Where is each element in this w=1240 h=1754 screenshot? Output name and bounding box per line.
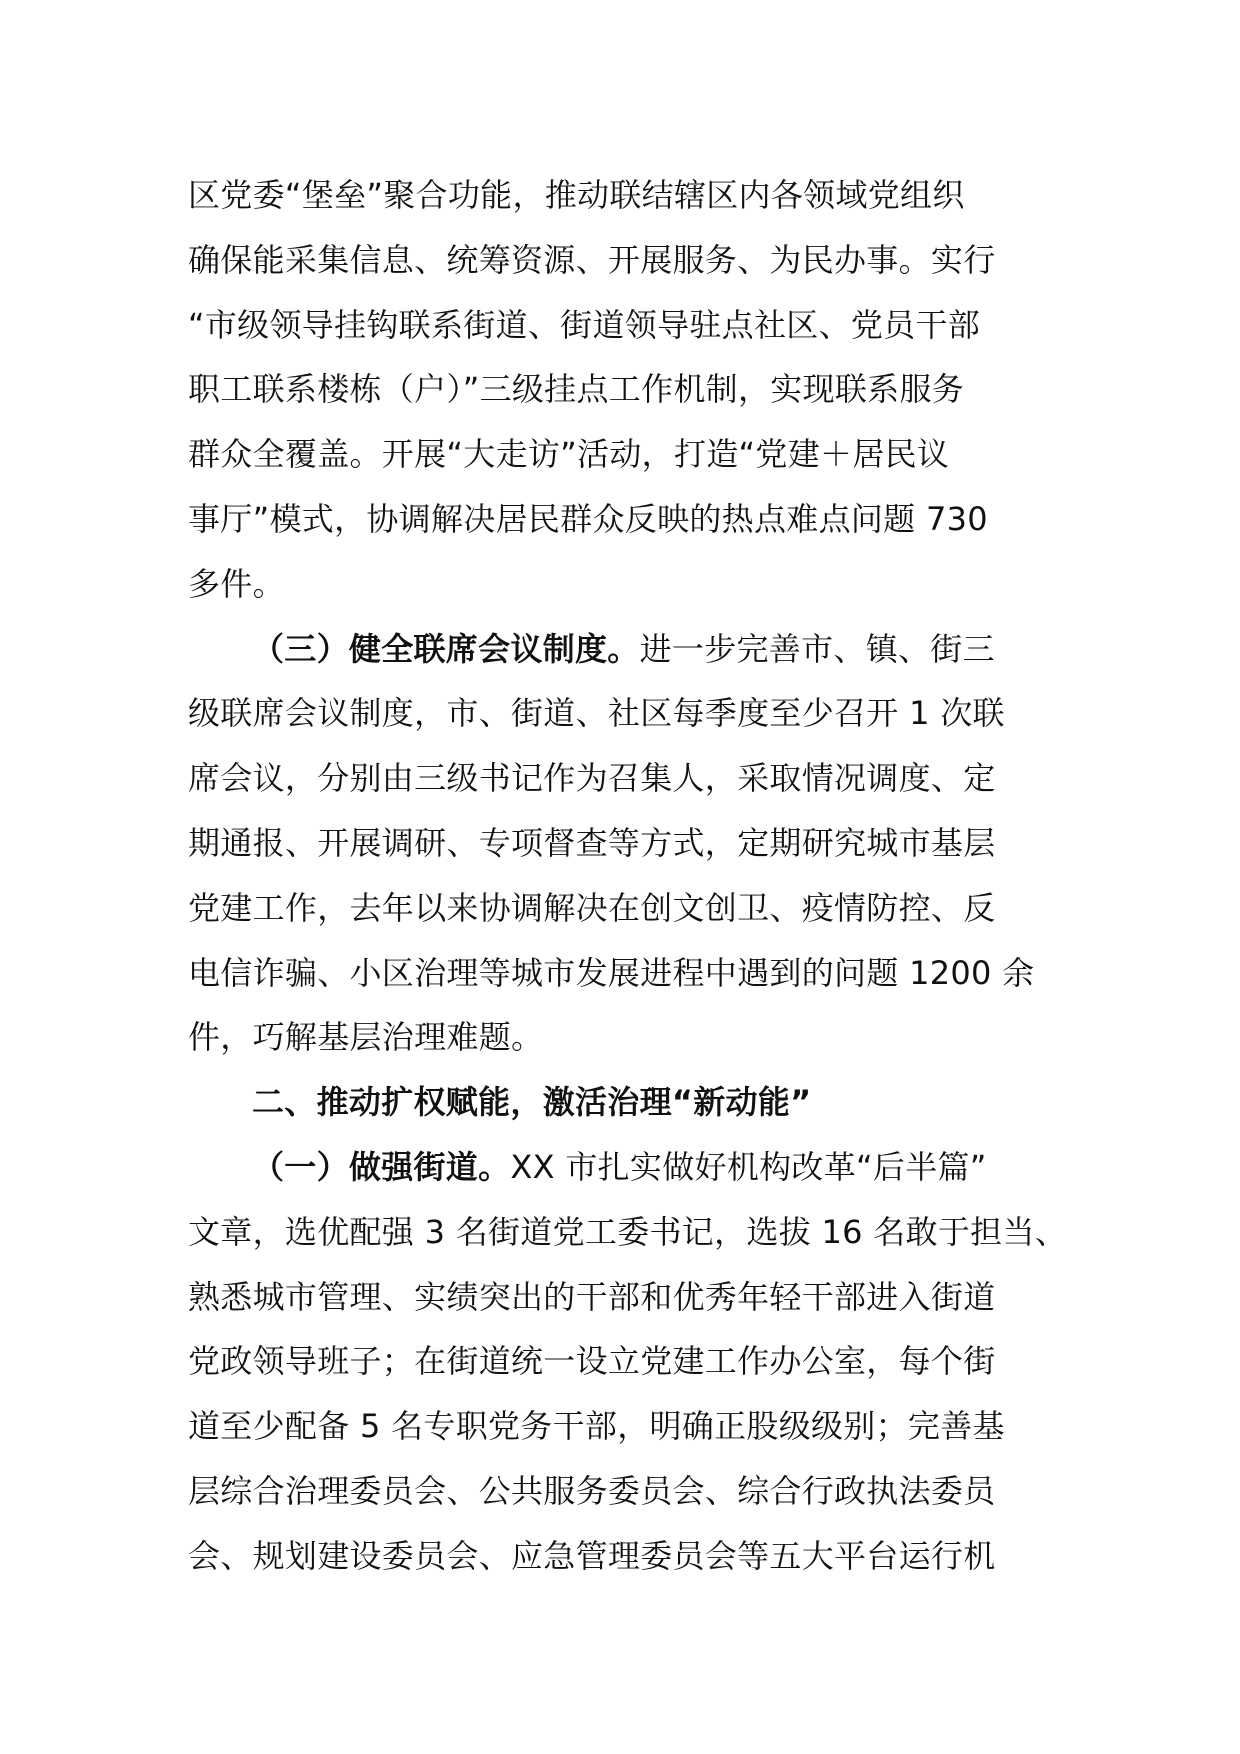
section-2-1-line: 道至少配备 5 名专职党务干部，明确正股级级别；完善基 xyxy=(188,1407,1005,1446)
section-3-line: 级联席会议制度，市、街道、社区每季度至少召开 1 次联 xyxy=(188,694,1005,733)
section-3-line: 席会议，分别由三级书记作为召集人，采取情况调度、定 xyxy=(188,759,996,798)
section-3-line: 电信诈骗、小区治理等城市发展进程中遇到的问题 1200 余 xyxy=(188,953,1035,992)
body-line: “市级领导挂钩联系街道、街道领导驻点社区、党员干部 xyxy=(188,305,981,344)
section-2-1-first-rest: XX 市扎实做好机构改革“后半篇” xyxy=(510,1147,987,1186)
section-3-line: 期通报、开展调研、专项督查等方式，定期研究城市基层 xyxy=(188,823,996,862)
section-heading: 二、推动扩权赋能，激活治理“新动能” xyxy=(252,1083,812,1122)
section-2-1-first-line xyxy=(188,1135,1058,1200)
section-3-line: 党建工作，去年以来协调解决在创文创卫、疫情防控、反 xyxy=(188,888,996,927)
section-2-1-lead: （一）做强街道。 xyxy=(252,1147,511,1186)
section-3-lead: （三）健全联席会议制度。 xyxy=(252,629,640,668)
body-line: 群众全覆盖。开展“大走访”活动，打造“党建＋居民议 xyxy=(188,435,950,474)
body-line: 多件。 xyxy=(188,564,285,603)
section-2-1-line: 文章，选优配强 3 名街道党工委书记，选拔 16 名敢于担当、 xyxy=(188,1212,1068,1251)
body-line: 事厅”模式，协调解决居民群众反映的热点难点问题 730 xyxy=(188,499,988,538)
section-2-1-line: 层综合治理委员会、公共服务委员会、综合行政执法委员 xyxy=(188,1471,996,1510)
body-line: 区党委“堡垒”聚合功能，推动联结辖区内各领域党组织 xyxy=(188,176,965,214)
section-3-first-rest: 进一步完善市、镇、街三 xyxy=(639,629,995,668)
document-body xyxy=(188,163,1068,1589)
body-line: 确保能采集信息、统筹资源、开展服务、为民办事。实行 xyxy=(188,240,996,279)
body-line: 职工联系楼栋（户）”三级挂点工作机制，实现联系服务 xyxy=(188,370,965,409)
section-2-1-line: 熟悉城市管理、实绩突出的干部和优秀年轻干部进入街道 xyxy=(188,1277,996,1316)
section-3-first-line xyxy=(188,617,1058,682)
section-2-1-line: 党政领导班子；在街道统一设立党建工作办公室，每个街 xyxy=(188,1342,996,1381)
section-3-line: 件，巧解基层治理难题。 xyxy=(188,1018,544,1057)
section-2-1-line: 会、规划建设委员会、应急管理委员会等五大平台运行机 xyxy=(188,1536,996,1575)
